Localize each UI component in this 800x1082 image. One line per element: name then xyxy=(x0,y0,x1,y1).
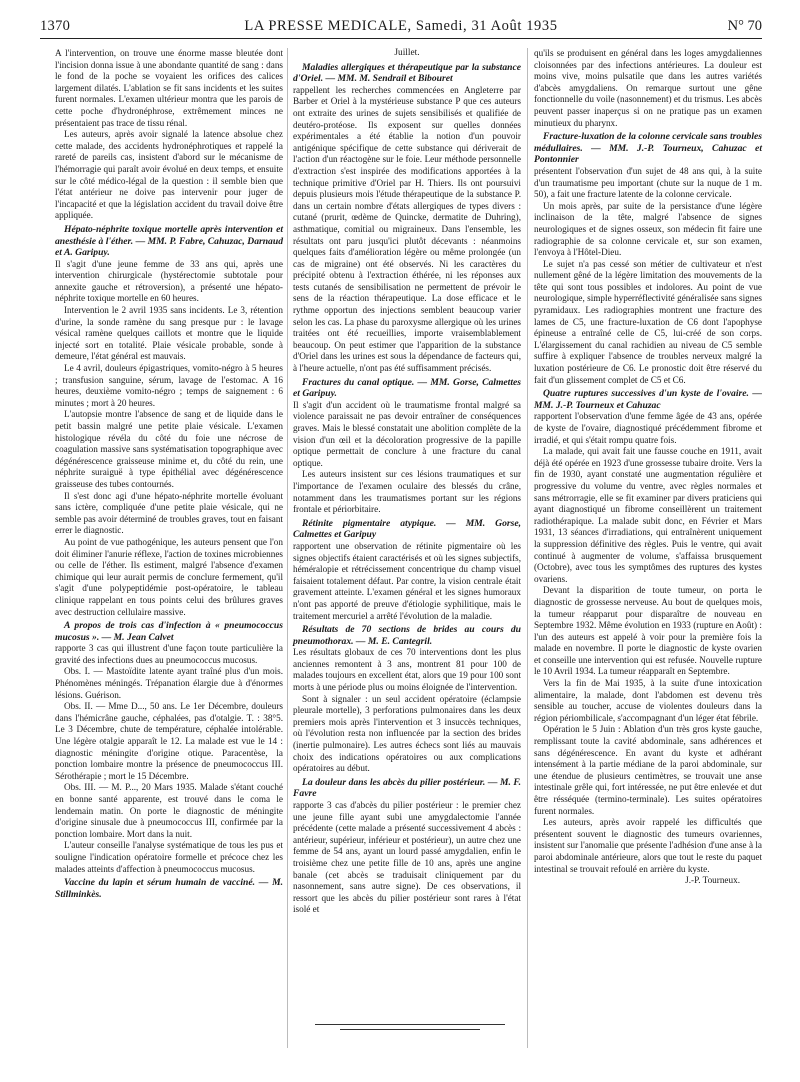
section-heading: Hépato-néphrite toxique mortelle après intervention et anesthésie à l'éther. — MM. P. Fabre, Cahuzac, Darnaud et A. Garipuy. xyxy=(55,223,283,259)
paragraph: Le sujet n'a pas cessé son métier de cultivateur et n'est nullement gêné de la légère limitation des mouvements de la tête qui sont tous possibles et indolores. Au point de vue neurologique, simple hyperréflectivité généralisée sans signes pyramidaux. Les radiographies montrent une fracture des lames de C5, une fracture-luxation de C6 dont l'apophyse épineuse a entraîné celle de C5, lui-créé de son corps. L'élargissement du canal rachidien au niveau de C5 semble suffire à expliquer l'absence de troubles nerveux malgré la luxation postérieure de C6. Le pronostic doit être réservé du fait d'un glissement complet de C5 et C6. xyxy=(534,258,762,385)
paragraph: Il s'est donc agi d'une hépato-néphrite mortelle évoluant sans ictère, compliquée d'une petite plaie vésicale, qui ne semble pas avoir déterminé de troubles graves, tout en faisant errer le diagnostic. xyxy=(55,490,283,536)
paragraph: L'autopsie montre l'absence de sang et de liquide dans le petit bassin malgré une petite plaie vésicale. L'examen histologique révéla du côté du foie une nécrose de coagulation massive sans systématisation topographique avec dégénérescence graisseuse minime et, du côté du rein, une néphrite suraiguë à type épithélial avec dégénérescence graisseuse des tubes contournés. xyxy=(55,409,283,489)
paragraph: Opération le 5 Juin : Ablation d'un très gros kyste gauche, remplissant toute la cavité abdominale, sans adhérences et sans dégénérescence. En avant du kyste et adhérant intensément à la partie médiane de la paroi abdominale, sur une étendue de plusieurs centimètres, se trouvait une anse intestinale grêle qui, fort intéressée, ne put être enlevée et dut être résséquée (termino-terminale). Les suites opératoires furent normales. xyxy=(534,724,762,816)
paragraph: rappellent les recherches commencées en Angleterre par Barber et Oriel à la mystérieuse substance P que ces auteurs ont extraite des urines de sujets sensibilisés et qualifiée de deutéro-protéose. Ils exposent sur quelles données expérimentales a été établie la notion d'un pouvoir antigénique spécifique de cette substance qui dériverait de l'action d'un réactogène sur le foie. Leur méthode personnelle d'extraction s'est inspirée des modifications apportées à la technique primitive d'Oriel par H. Thiers. Ils ont poursuivi depuis plusieurs mois l'étude thérapeutique de la substance P. dans un certain nombre d'états allergiques de types divers : cutané (prurit, œdème de Quincke, dermatite de Duhring), asthmatique, comitial ou migraineux. Dans l'ensemble, les résultats ont paru jusqu'ici plutôt décevants : néanmoins quelques faits d'amélioration légère ou même prolongée (un cas de migraine) ont été observés. Ni les caractères du précipité obtenu à l'extraction éthérée, ni les réponses aux tests cutanés de sensibilisation ne permettent de prévoir le sens de la réaction thérapeutique. La dose efficace et le rythme opportun des injections semblent beaucoup varier selon les cas. La phase du paroxysme allergique où les urines traitées ont été recueillies, importe vraisemblablement beaucoup. On peut estimer que l'apparition de la substance d'Oriel dans les urines est sous la dépendance de facteurs qui, à l'heure actuelle, n'ont pas été suffisamment précisés. xyxy=(293,84,521,374)
paragraph: Intervention le 2 avril 1935 sans incidents. Le 3, rétention d'urine, la sonde ramène du sang presque pur : le lavage vésical ramène quelques caillots et montre que le liquide injecté sort en totalité. Plaie vésicale probable, sonde à demeure, l'état général est mauvais. xyxy=(55,305,283,362)
section-heading: Fracture-luxation de la colonne cervicale sans troubles médullaires. — MM. J.-P. Tourneux, Cahuzac et Pontonnier xyxy=(534,131,762,166)
paragraph: Les auteurs insistent sur ces lésions traumatiques et sur l'importance de l'examen oculaire des blessés du crâne, notamment dans les traumatismes portant sur les régions frontale et périorbitaire. xyxy=(293,469,521,515)
paragraph: rapporte 3 cas qui illustrent d'une façon toute particulière la gravité des infections dues au pneumococcus mucosus. xyxy=(55,643,283,665)
column-separator-2 xyxy=(527,48,528,1048)
paragraph: Obs. II. — Mme D..., 50 ans. Le 1er Décembre, douleurs dans l'hémicrâne gauche, céphalées, pas d'otalgie. T. : 38°5. Le 3 Décembre, chute de température, céphalée intolérable. Une légère otalgie apparaît le 12. La malade est vue le 14 : diagnostic méningite d'origine otique. Paracentèse, la ponction lombaire montre la présence de pneumococcus III. Sérothérapie ; mort le 15 Décembre. xyxy=(55,701,283,781)
header-rule xyxy=(40,38,762,39)
end-rule xyxy=(315,1024,505,1025)
paragraph: Obs. III. — M. P..., 20 Mars 1935. Malade s'étant couché en bonne santé apparente, est trouvé dans le coma le lendemain matin. On porte le diagnostic de méningite d'origine sinusale due à pneumococcus III, confirmée par la ponction lombaire. Mort dans la nuit. xyxy=(55,782,283,839)
paragraph: A l'intervention, on trouve une énorme masse bleutée dont l'incision donna issue à une abondante quantité de sang : dans le fond de la poche se voyaient les orifices des calices largement dilatés. L'ablation se fit sans incidents et les suites furent normales. L'examen ultérieur montra que les parois de cette poche d'hydronéphrose, extrêmement minces ne présentaient pas trace de tissu rénal. xyxy=(55,48,283,128)
section-heading: Résultats de 70 sections de brides au cours du pneumothorax. — M. E. Cantegril. xyxy=(293,624,521,647)
paragraph: Les auteurs, après avoir rappelé les difficultés que présentent souvent le diagnostic des tumeurs ovariennes, insistent sur l'anomalie que présente l'adhésion d'une anse à la paroi abdominale antérieure, alors que tout le reste du paquet intestinal se trouvait refoulé en arrière du kyste. xyxy=(534,817,762,874)
paragraph: rapportent l'observation d'une femme âgée de 43 ans, opérée de kyste de l'ovaire, diagnostiqué précédemment fibrome et irradié, et qui s'était rompu quatre fois. xyxy=(534,411,762,445)
paragraph: L'auteur conseille l'analyse systématique de tous les pus et souligne l'indication opératoire formelle et précoce chez les malades atteints d'affection à pneumococcus mucosus. xyxy=(55,840,283,874)
column-separator-1 xyxy=(287,48,288,1048)
paragraph: Il s'agit d'un accident où le traumatisme frontal malgré sa violence paraissait ne pas devoir entraîner de conséquences graves. Mais le blessé constatait une abolition complète de la vision d'un œil et la décoloration progressive de la papille optique permettait de conclure à une fracture du canal optique. xyxy=(293,399,521,468)
paragraph: rapportent une observation de rétinite pigmentaire où les signes objectifs étaient caractérisés et où les signes subjectifs, héméralopie et rétrécissement concentrique du champ visuel faisaient totalement défaut. Par contre, la vision centrale était gravement atteinte. L'examen général et les signes humoraux n'ont pas apporté de preuve d'étiologie syphilitique, mais le traitement mercuriel a arrêté l'évolution de la maladie. xyxy=(293,540,521,621)
paragraph: Devant la disparition de toute tumeur, on porta le diagnostic de grossesse nerveuse. Au bout de quelques mois, la tumeur réapparut pour disparaître de nouveau en Septembre 1932. Même évolution en 1933 (rupture en Août) : l'un des auteurs est appelé à voir pour la première fois la malade en novembre. Il porte le diagnostic de kyste ovarien et conseille une intervention qui est refusée. Nouvelle rupture le 10 Avril 1934. La tumeur réapparaît en Septembre. xyxy=(534,585,762,677)
paragraph: Les résultats globaux de ces 70 interventions dont les plus anciennes remontent à 3 ans, montrent 81 pour 100 de malades toujours en excellent état, alors que 19 pour 100 sont morts à une période plus ou moins éloignée de l'intervention. xyxy=(293,647,521,693)
section-heading: Maladies allergiques et thérapeutique par la substance d'Oriel. — MM. M. Sendrail et Bibouret xyxy=(293,61,521,85)
section-heading: A propos de trois cas d'infection à « pneumococcus mucosus ». — M. Jean Calvet xyxy=(55,620,283,643)
paragraph: Un mois après, par suite de la persistance d'une légère inclinaison de la tête, malgré l'absence de signes neurologiques et de signes osseux, son médecin fit faire une radiographie de sa colonne cervicale et, sur son examen, l'envoya à l'Hôtel-Dieu. xyxy=(534,200,762,258)
section-heading: Fractures du canal optique. — MM. Gorse, Calmettes et Garipuy. xyxy=(293,376,521,400)
paragraph: Au point de vue pathogénique, les auteurs pensent que l'on doit éliminer l'anurie réflexe, l'action de toxines microbiennes ou celle de l'éther. Ils estiment, malgré l'absence d'examen chimique qui leur aurait permis de conclure fermement, qu'il s'agit d'une polypeptidémie post-opératoire, le tableau clinique rappelant en tous points celui des brûlures graves avec destruction cellulaire massive. xyxy=(55,536,283,617)
section-heading: Vaccine du lapin et sérum humain de vacciné. — M. Stillminkès. xyxy=(55,877,283,900)
paragraph: Vers la fin de Mai 1935, à la suite d'une intoxication alimentaire, la malade, dont l'abdomen est devenu très sensible au toucher, accuse de violentes douleurs dans la région périombilicale, s'accompagnant d'un léger état fébrile. xyxy=(534,678,762,723)
end-rule-short xyxy=(340,1029,480,1030)
paragraph: présentent l'observation d'un sujet de 48 ans qui, à la suite d'un traumatisme peu important (chute sur la nuque de 1 m. 50), a fait une fracture latente de la colonne cervicale. xyxy=(534,165,762,200)
paragraph: Les auteurs, après avoir signalé la latence absolue chez cette malade, des accidents hydronéphrotiques et rappelé la rareté de pareils cas, insistent d'abord sur le mécanisme de l'hémorragie qui paraît avoir évolué en deux temps, et ensuite sur le côté médico-légal de la question : il semble bien que l'état antérieur ne doive pas intervenir pour juger de l'incapacité et que la législation accident du travail doive être appliquée. xyxy=(55,129,283,221)
section-heading: Quatre ruptures successives d'un kyste de l'ovaire. — MM. J.-P. Tourneux et Cahuzac xyxy=(534,388,762,411)
text-column-1 xyxy=(55,48,283,900)
paragraph: qu'ils se produisent en général dans les loges amygdaliennes cloisonnées par des infections antérieures. La douleur est moins vive, moins pulsatile que dans les autres variétés d'abcès amygdaliens. On remarque surtout une gêne fonctionnelle du voile (nasonnement) et du trismus. Les abcès peuvent passer inaperçus si on ne pratique pas un examen minutieux du pharynx. xyxy=(534,48,762,128)
section-heading: Rétinite pigmentaire atypique. — MM. Gorse, Calmettes et Garipuy xyxy=(293,517,521,541)
section-heading: La douleur dans les abcès du pilier postérieur. — M. F. Favre xyxy=(293,776,521,800)
author-signature: J.-P. Tourneux. xyxy=(685,875,740,886)
paragraph: Sont à signaler : un seul accident opératoire (éclampsie pleurale mortelle), 3 perforations pulmonaires dans les deux premiers mois après l'intervention et 3 insuccès techniques, où l'évolution resta non influencée par la section des brides (inertie pulmonaire). Les autres échecs sont liés au mauvais choix des indications opératoires ou aux complications opératoires au début. xyxy=(293,693,521,774)
paragraph: Le 4 avril, douleurs épigastriques, vomito-négro à 5 heures ; transfusion sanguine, sérum, lavage de l'estomac. A 16 heures, deuxième vomito-négro ; temps de saignement : 6 minutes ; mort à 20 heures. xyxy=(55,363,283,408)
journal-title: LA PRESSE MEDICALE, Samedi, 31 Août 1935 xyxy=(244,18,558,34)
issue-number: N° 70 xyxy=(727,18,762,34)
page-number: 1370 xyxy=(40,18,71,34)
paragraph: rapporte 3 cas d'abcès du pilier postérieur : le premier chez une jeune fille ayant subi une amygdalectomie l'année précédente (cette malade a présenté successivement 4 abcès : antérieur, supérieur, inférieur et postérieur), un autre chez une femme de 54 ans, ayant un lourd passé amygdalien, enfin le troisième chez une petite fille de 10 ans, après une angine banale (cet abcès se traduisait cliniquement par du nasonnement, sans autre signe). De ces observations, il ressort que les abcès du pilier postérieur sont rares à l'état isolé et xyxy=(293,800,521,915)
text-column-2 xyxy=(293,48,521,916)
month-heading: Juillet. xyxy=(394,48,420,58)
paragraph: Il s'agit d'une jeune femme de 33 ans qui, après une intervention chirurgicale (hystérectomie subtotale pour annexite gauche et rétroversion), a présenté une hépato-néphrite toxique mortelle en 60 heures. xyxy=(55,258,283,304)
page-header xyxy=(40,14,762,40)
paragraph: La malade, qui avait fait une fausse couche en 1911, avait déjà été opérée en 1923 d'une grossesse tubaire droite. Vers la fin de 1930, ayant constaté une augmentation régulière et progressive du volume du ventre, avec règles normales et sans métrorragie, elle se fit examiner par divers praticiens qui ayant diagnostiqué un fibrome conseillèrent un traitement radiothérapique. La malade subit donc, en Février et Mars 1931, 13 séances d'irradiations, qui entraînèrent uniquement la suppression définitive des règles. Puis le ventre, qui avait continué à augmenter de volume, s'affaissa brusquement (Octobre), avec tous les symptômes des ruptures des kystes ovariens. xyxy=(534,446,762,584)
paragraph: Obs. I. — Mastoïdite latente ayant traîné plus d'un mois. Phénomènes méningés. Trépanation élargie due à d'énormes lésions. Guérison. xyxy=(55,666,283,700)
text-column-3 xyxy=(534,48,762,887)
